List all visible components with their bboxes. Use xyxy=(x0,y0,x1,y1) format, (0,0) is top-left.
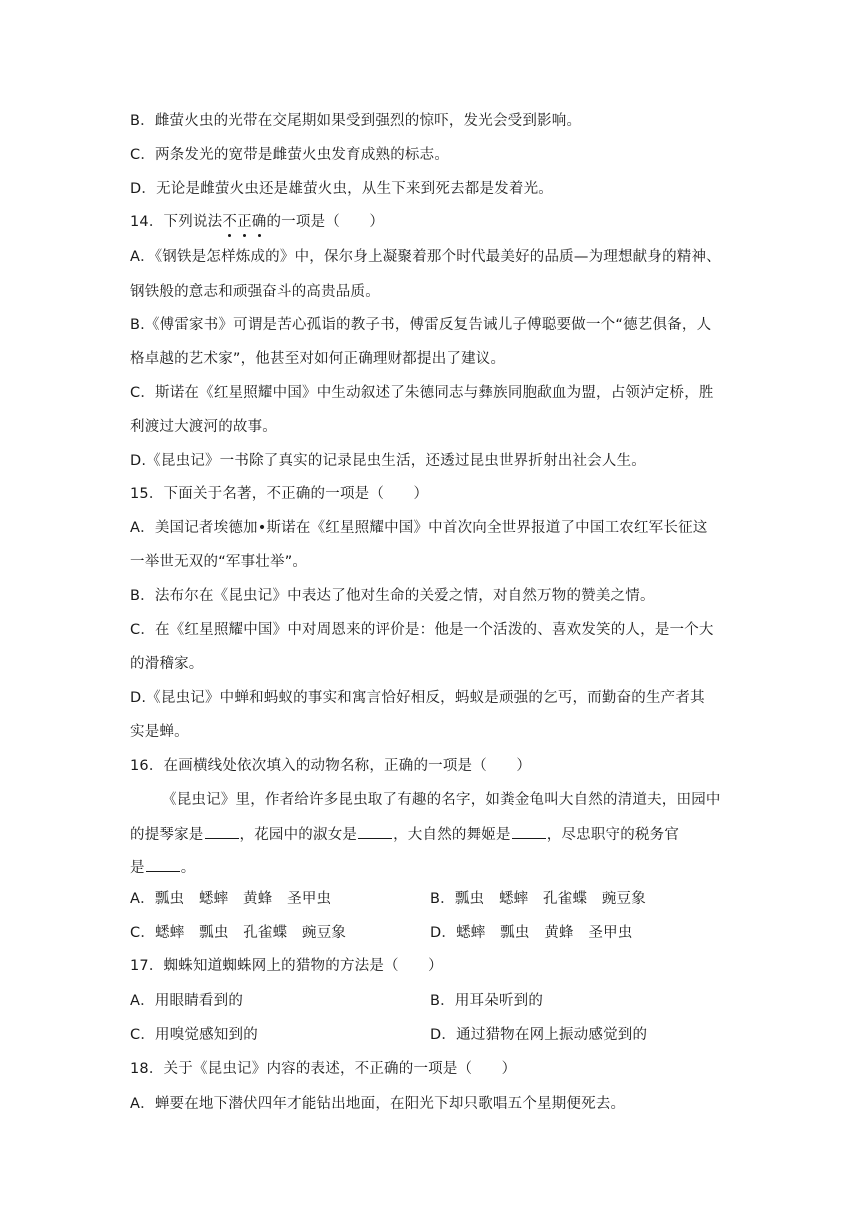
emphasis-char: 确 xyxy=(251,214,267,230)
q15-option-a-line1: A．美国记者埃德加•斯诺在《红星照耀中国》中首次向全世界报道了中国工农红军长征这 xyxy=(130,520,708,536)
q15-option-c-line2: 的滑稽家。 xyxy=(130,656,204,672)
passage-text: ，大自然的舞姬是 xyxy=(393,827,511,843)
q14-option-b-line2: 格卓越的艺术家”，他甚至对如何正确理财都提出了建议。 xyxy=(130,351,506,367)
fill-blank xyxy=(146,857,180,872)
q13-option-d: D．无论是雌萤火虫还是雄萤火虫，从生下来到死去都是发着光。 xyxy=(130,181,553,197)
fill-blank xyxy=(205,824,239,839)
q16-passage-line1: 《昆虫记》里，作者给许多昆虫取了有趣的名字，如粪金龟叫大自然的清道夫，田园中 xyxy=(162,792,721,808)
q15-option-d-line2: 实是蝉。 xyxy=(130,724,189,740)
q14-option-b-line1: B.《傅雷家书》可谓是苦心孤诣的教子书，傅雷反复告诫儿子傅聪要做一个“德艺俱备，人 xyxy=(130,317,712,333)
q14-stem-start: 14．下列说法 xyxy=(130,214,223,230)
passage-text: 是 xyxy=(130,860,145,876)
fill-blank xyxy=(358,824,392,839)
q17-stem: 17．蜘蛛知道蜘蛛网上的猎物的方法是（ ） xyxy=(130,958,443,974)
fill-blank xyxy=(512,824,546,839)
emphasis-char: 不 xyxy=(222,214,238,230)
q17-option-c: C．用嗅觉感知到的 xyxy=(130,1027,258,1043)
q16-stem: 16．在画横线处依次填入的动物名称，正确的一项是（ ） xyxy=(130,758,532,774)
q16-option-a: A．瓢虫 蟋蟀 黄蜂 圣甲虫 xyxy=(130,891,332,907)
q18-stem: 18．关于《昆虫记》内容的表述，不正确的一项是（ ） xyxy=(130,1061,517,1077)
q16-passage-line3 xyxy=(130,857,195,878)
q14-stem xyxy=(130,212,384,232)
q16-option-b: B．瓢虫 蟋蟀 孔雀蝶 豌豆象 xyxy=(430,891,646,907)
q14-option-c-line1: C．斯诺在《红星照耀中国》中生动叙述了朱德同志与彝族同胞歃血为盟，占领泸定桥，胜 xyxy=(130,385,714,401)
q15-stem: 15．下面关于名著，不正确的一项是（ ） xyxy=(130,486,429,502)
emphasis-char: 正 xyxy=(237,214,252,230)
passage-text: 的提琴家是 xyxy=(130,827,204,843)
passage-text: 。 xyxy=(180,860,196,876)
q17-option-b: B．用耳朵听到的 xyxy=(430,993,544,1009)
q14-option-a-line2: 钢铁般的意志和顽强奋斗的高贵品质。 xyxy=(130,284,380,300)
q14-option-a-line1: A．《钢铁是怎样炼成的》中，保尔身上凝聚着那个时代最美好的品质—为理想献身的精神、 xyxy=(130,249,721,265)
q14-option-c-line2: 利渡过大渡河的故事。 xyxy=(130,419,277,435)
q14-option-d: D.《昆虫记》一书除了真实的记录昆虫生活，还透过昆虫世界折射出社会人生。 xyxy=(130,453,646,469)
passage-text: ，尽忠职守的税务官 xyxy=(546,827,680,843)
q14-stem-end: 的一项是（ ） xyxy=(266,214,385,230)
q15-option-b: B．法布尔在《昆虫记》中表达了他对生命的关爱之情，对自然万物的赞美之情。 xyxy=(130,588,655,604)
q13-option-c: C．两条发光的宽带是雌萤火虫发育成熟的标志。 xyxy=(130,147,450,163)
q15-option-a-line2: 一举世无双的“军事壮举”。 xyxy=(130,554,308,570)
q15-option-c-line1: C．在《红星照耀中国》中对周恩来的评价是：他是一个活泼的、喜欢发笑的人，是一个大 xyxy=(130,622,714,638)
q17-option-a: A．用眼睛看到的 xyxy=(130,993,244,1009)
q17-option-d: D．通过猎物在网上振动感觉到的 xyxy=(430,1027,648,1043)
q16-passage-line2 xyxy=(130,824,679,845)
passage-text: ，花园中的淑女是 xyxy=(239,827,358,843)
q18-option-a: A．蝉要在地下潜伏四年才能钻出地面，在阳光下却只歌唱五个星期便死去。 xyxy=(130,1096,626,1112)
q16-option-c: C．蟋蟀 瓢虫 孔雀蝶 豌豆象 xyxy=(130,925,347,941)
q13-option-b: B．雌萤火虫的光带在交尾期如果受到强烈的惊吓，发光会受到影响。 xyxy=(130,113,582,129)
q15-option-d-line1: D.《昆虫记》中蝉和蚂蚁的事实和寓言恰好相反，蚂蚁是顽强的乞丐，而勤奋的生产者其 xyxy=(130,690,705,706)
q16-option-d: D．蟋蟀 瓢虫 黄蜂 圣甲虫 xyxy=(430,925,633,941)
